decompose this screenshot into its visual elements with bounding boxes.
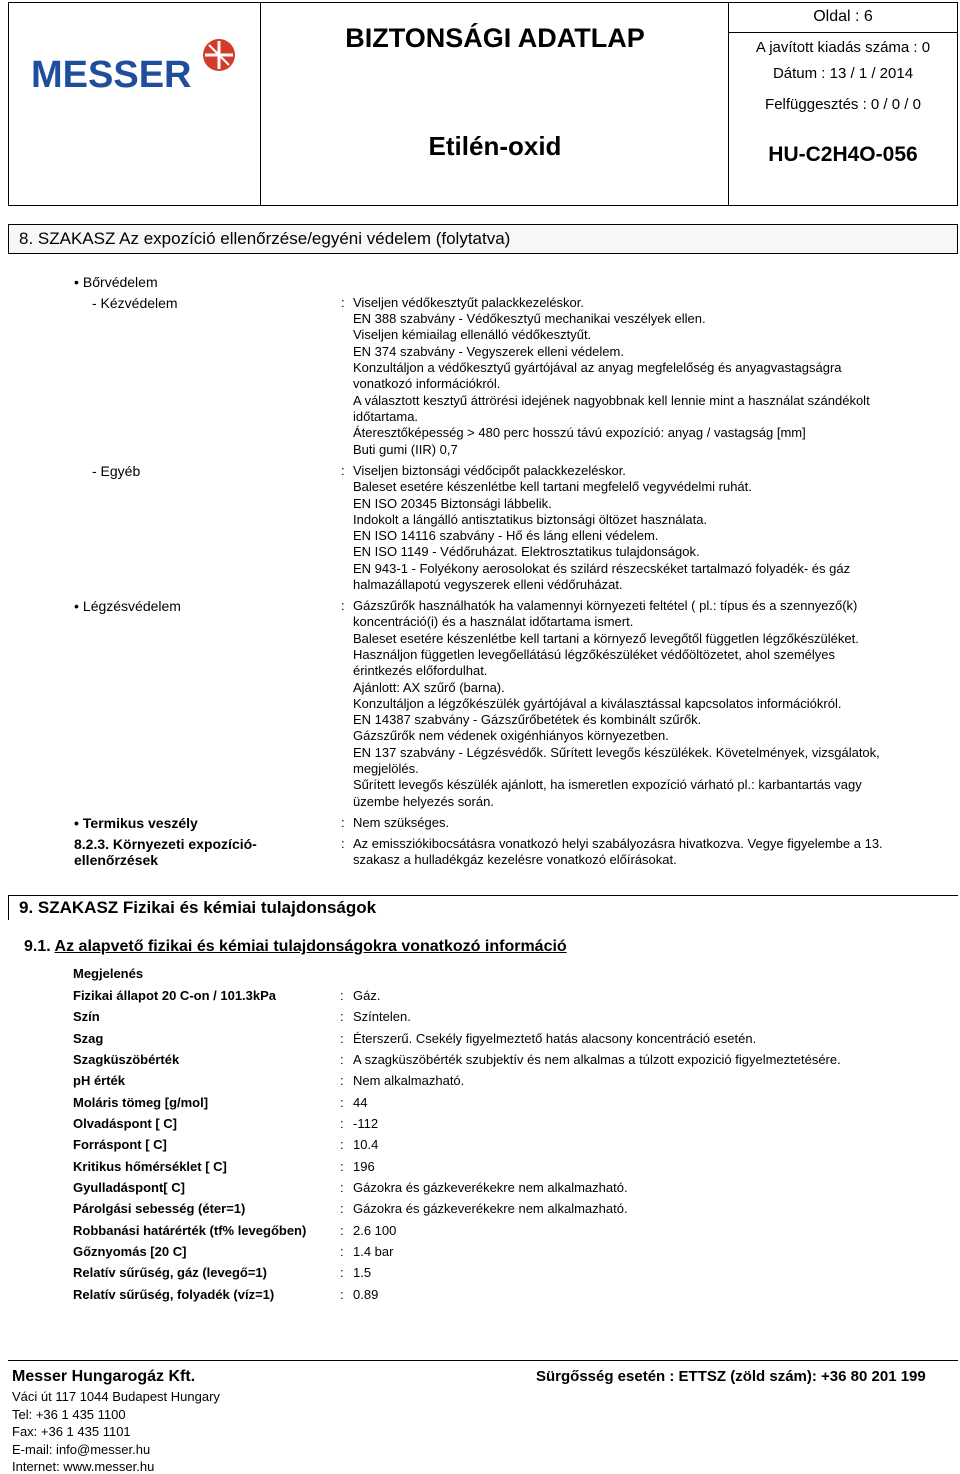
text-line: Viseljen biztonsági védőcipőt palackkezeléskor. — [353, 463, 626, 478]
respiratory-protection-heading — [74, 598, 181, 614]
company-name: Messer Hungarogáz Kft. — [12, 1368, 196, 1385]
section-9-title: 9. SZAKASZ Fizikai és kémiai tulajdonságok — [8, 895, 958, 920]
meta-cell — [729, 3, 957, 205]
property-row — [73, 1135, 953, 1156]
text-line: Indokolt a lángálló antisztatikus biztonsági öltözet használata. — [353, 512, 708, 527]
phone-line: Tel: +36 1 435 1100 — [12, 1407, 126, 1422]
colon: : — [340, 1201, 344, 1216]
text-line: EN 137 szabvány - Légzésvédők. Sűrített levegős készülékek. Követelmények, vizsgálatok, — [353, 745, 880, 760]
colon: : — [340, 1287, 344, 1302]
text-line: Baleset esetére készenlétbe kell tartani a környező levegőtől független légzőkészüléket. — [353, 631, 859, 646]
property-row — [73, 1199, 953, 1220]
property-value: 1.5 — [353, 1265, 372, 1280]
text-line: időtartama. — [353, 409, 419, 424]
property-label: Kritikus hőmérséklet [ C] — [73, 1159, 227, 1174]
colon: : — [340, 1073, 344, 1088]
colon: : — [340, 1244, 344, 1259]
property-row — [73, 1263, 953, 1284]
property-value: 0.89 — [353, 1287, 379, 1302]
property-value: Gázokra és gázkeverékekre nem alkalmazható. — [353, 1201, 628, 1216]
property-row — [73, 1071, 953, 1092]
property-value: 44 — [353, 1095, 368, 1110]
env-exposure-label-1: 8.2.3. Környezeti expozíció- — [74, 836, 257, 852]
document-code: HU-C2H4O-056 — [768, 143, 918, 166]
property-row — [73, 1029, 953, 1050]
property-label: Szagküszöbérték — [73, 1052, 180, 1067]
appearance-heading: Megjelenés — [73, 966, 144, 981]
text-line: koncentráció(i) és a használat időtartama ismert. — [353, 614, 634, 629]
property-value: Gázokra és gázkeverékekre nem alkalmazható. — [353, 1180, 628, 1195]
text-line: EN 14387 szabvány - Gázszűrőbetétek és kombinált szűrők. — [353, 712, 702, 727]
section-8-title: 8. SZAKASZ Az expozíció ellenőrzése/egyéni védelem (folytatva) — [8, 224, 958, 254]
property-value: 10.4 — [353, 1137, 379, 1152]
text-line: Konzultáljon a védőkesztyű gyártójával az anyag megfelelőség és anyagvastagságra — [353, 360, 842, 375]
text-line: EN 374 szabvány - Vegyszerek elleni védelem. — [353, 344, 624, 359]
colon: : — [340, 1265, 344, 1280]
issue-date: Dátum : 13 / 1 / 2014 — [772, 65, 914, 82]
respiratory-protection-label: Légzésvédelem — [82, 598, 181, 614]
text-line: Használjon független levegőellátású légzőkészüléket védőöltözetet, ahol személyes — [353, 647, 836, 662]
fax-line: Fax: +36 1 435 1101 — [12, 1424, 131, 1439]
text-line: Viseljen védőkesztyűt palackkezeléskor. — [353, 295, 584, 310]
property-row — [73, 1242, 953, 1263]
colon: : — [340, 1137, 344, 1152]
colon: : — [340, 1116, 344, 1131]
text-line: EN 943-1 - Folyékony aerosolokat és szilárd részecskéket tartalmazó folyadék- és gáz — [353, 561, 851, 576]
colon: : — [341, 836, 345, 851]
property-row — [73, 1285, 953, 1306]
property-row — [73, 1114, 953, 1135]
property-label: Moláris tömeg [g/mol] — [73, 1095, 209, 1110]
text-line: Sűrített levegős készülék ajánlott, ha ismeretlen expozíció várható pl.: karbantartás vagy — [353, 777, 862, 792]
colon: : — [341, 463, 345, 478]
property-value: 2.6 100 — [353, 1223, 397, 1238]
hand-protection-label: - Kézvédelem — [92, 295, 178, 311]
property-row — [73, 986, 953, 1007]
document-title: BIZTONSÁGI ADATLAP — [345, 23, 645, 53]
subsection-number: 9.1. — [24, 938, 51, 955]
other-protection-label: - Egyéb — [92, 463, 141, 479]
colon: : — [340, 1180, 344, 1195]
text-line: Baleset esetére készenlétbe kell tartani megfelelő vegyvédelmi ruhát. — [353, 479, 752, 494]
property-value: A szagküszöbérték szubjektív és nem alkalmas a túlzott expozició figyelmeztetésére. — [353, 1052, 841, 1067]
text-line: EN ISO 1149 - Védőruházat. Elektrosztatikus tulajdonságok. — [353, 544, 700, 559]
text-line: halmazállapotú vegyszerek elleni védőruházat. — [353, 577, 623, 592]
property-label: Gőznyomás [20 C] — [73, 1244, 187, 1259]
footer-divider — [8, 1360, 958, 1361]
document-header — [8, 2, 958, 206]
property-label: Szín — [73, 1009, 100, 1024]
property-label: Gyulladáspont[ C] — [73, 1180, 185, 1195]
page-number: Oldal : 6 — [729, 3, 957, 33]
property-label: Fizikai állapot 20 C-on / 101.3kPa — [73, 988, 277, 1003]
thermal-hazard-value: Nem szükséges. — [353, 815, 450, 830]
property-row — [73, 1007, 953, 1028]
thermal-hazard-label: Termikus veszély — [82, 815, 198, 831]
thermal-hazard-heading — [74, 815, 198, 831]
text-line: vonatkozó információkról. — [353, 376, 501, 391]
subsection-9-1-heading — [24, 938, 567, 956]
colon: : — [340, 1009, 344, 1024]
text-line: Gázszűrők használhatók ha valamennyi környezeti feltétel ( pl.: típus és a szennyező(k) — [353, 598, 858, 613]
text-line: Áteresztőképesség > 480 perc hosszú távú expozíció: anyag / vastagság [mm] — [353, 425, 806, 440]
property-value: Színtelen. — [353, 1009, 411, 1024]
skin-protection-label: Bőrvédelem — [82, 274, 158, 290]
text-line: Konzultáljon a légzőkészülék gyártójával a kiválasztással kapcsolatos információkról. — [353, 696, 842, 711]
property-row — [73, 1157, 953, 1178]
text-line: Gázszűrők nem védenek oxigénhiányos környezetben. — [353, 728, 669, 743]
property-value: Nem alkalmazható. — [353, 1073, 465, 1088]
skin-protection-heading — [74, 274, 158, 290]
text-line: megjelölés. — [353, 761, 419, 776]
colon: : — [340, 1031, 344, 1046]
website-line: Internet: www.messer.hu — [12, 1459, 155, 1474]
subsection-title: Az alapvető fizikai és kémiai tulajdonságokra vonatkozó információ — [54, 938, 567, 955]
colon: : — [341, 598, 345, 613]
property-label: Relatív sűrűség, gáz (levegő=1) — [73, 1265, 267, 1280]
text-line: Az emissziókibocsátásra vonatkozó helyi szabályozásra hivatkozva. Vegye figyelembe a 13. — [353, 836, 883, 851]
colon: : — [340, 988, 344, 1003]
property-label: Párolgási sebesség (éter=1) — [73, 1201, 246, 1216]
address-line: Váci út 117 1044 Budapest Hungary — [12, 1389, 220, 1404]
colon: : — [340, 1159, 344, 1174]
property-row — [73, 1221, 953, 1242]
property-value: 196 — [353, 1159, 375, 1174]
messer-logo — [29, 35, 244, 95]
property-label: Forráspont [ C] — [73, 1137, 167, 1152]
text-line: EN ISO 14116 szabvány - Hő és láng elleni védelem. — [353, 528, 659, 543]
property-label: Robbanási határérték (tf% levegőben) — [73, 1223, 307, 1238]
logo-cell — [9, 3, 261, 205]
text-line: érintkezés előfordulhat. — [353, 663, 488, 678]
text-line: A választott kesztyű áttrörési idejének nagyobbnak kell lennie mint a használat szándékolt — [353, 393, 870, 408]
colon: : — [340, 1095, 344, 1110]
property-label: Olvadáspont [ C] — [73, 1116, 178, 1131]
text-line: EN ISO 20345 Biztonsági lábbelik. — [353, 496, 552, 511]
email-line: E-mail: info@messer.hu — [12, 1442, 151, 1457]
property-label: Szag — [73, 1031, 104, 1046]
property-row — [73, 1050, 953, 1071]
text-line: EN 388 szabvány - Védőkesztyű mechanikai veszélyek ellen. — [353, 311, 706, 326]
product-name: Etilén-oxid — [428, 131, 562, 161]
colon: : — [341, 295, 345, 310]
text-line: Viseljen kémiailag ellenálló védőkesztyűt. — [353, 327, 592, 342]
title-cell — [261, 3, 729, 205]
property-label: pH érték — [73, 1073, 126, 1088]
text-line: Ajánlott: AX szűrő (barna). — [353, 680, 505, 695]
property-value: -112 — [353, 1116, 379, 1131]
text-line: Buti gumi (IIR) 0,7 — [353, 442, 458, 457]
emergency-phone: Sürgősség esetén : ETTSZ (zöld szám): +36 80 201 199 — [536, 1368, 926, 1385]
suspension-date: Felfüggesztés : 0 / 0 / 0 — [765, 96, 921, 113]
colon: : — [341, 815, 345, 830]
property-row — [73, 1093, 953, 1114]
env-exposure-label-2: ellenőrzések — [74, 852, 159, 868]
property-value: Éterszerű. Csekély figyelmeztető hatás alacsony koncentráció esetén. — [353, 1031, 757, 1046]
property-value: Gáz. — [353, 988, 381, 1003]
property-label: Relatív sűrűség, folyadék (víz=1) — [73, 1287, 275, 1302]
text-line: szakasz a hulladékgáz kezelésre vonatkozó előírásokat. — [353, 852, 677, 867]
revision-number: A javított kiadás száma : 0 — [755, 39, 931, 56]
property-row — [73, 1178, 953, 1199]
logo-text: MESSER — [31, 54, 192, 95]
colon: : — [340, 1223, 344, 1238]
property-value: 1.4 bar — [353, 1244, 394, 1259]
colon: : — [340, 1052, 344, 1067]
text-line: üzembe helyezés során. — [353, 794, 494, 809]
